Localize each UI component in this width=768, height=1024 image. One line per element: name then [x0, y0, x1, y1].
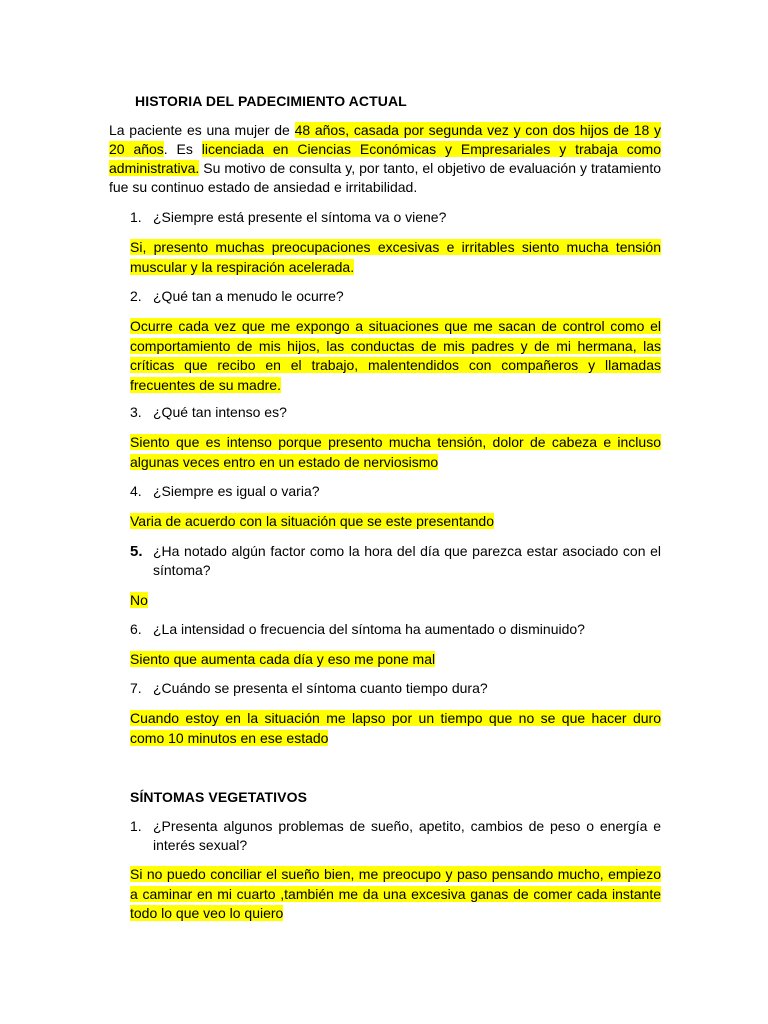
answer-5: [130, 591, 661, 611]
question-text: ¿Cuándo se presenta el síntoma cuanto tiempo dura?: [153, 680, 488, 696]
question-text: ¿Presenta algunos problemas de sueño, apetito, cambios de peso o energía e interés sexual?: [153, 818, 661, 853]
vegetative-question-1: [130, 817, 661, 855]
question-text: ¿Qué tan intenso es?: [153, 404, 287, 420]
intro-text-2: . Es: [163, 141, 202, 157]
question-number: 4.: [130, 483, 142, 499]
question-text: ¿Qué tan a menudo le ocurre?: [153, 288, 344, 304]
vegetative-answer-1: [130, 865, 661, 924]
question-2: [130, 287, 661, 306]
answer-6: [130, 650, 661, 670]
question-number: 5.: [130, 543, 143, 560]
intro-paragraph: [109, 121, 661, 197]
answer-text: Siento que es intenso porque presento mucha tensión, dolor de cabeza e incluso algunas veces entro en un estado de nerviosismo: [130, 434, 661, 470]
question-text: ¿La intensidad o frecuencia del síntoma ha aumentado o disminuido?: [153, 621, 585, 637]
question-number: 6.: [130, 621, 142, 637]
answer-text: Si, presento muchas preocupaciones excesivas e irritables siento mucha tensión muscular y la respiración acelerada.: [130, 239, 661, 275]
answer-3: [130, 433, 661, 472]
question-number: 2.: [130, 288, 142, 304]
question-6: [130, 620, 661, 639]
answer-1: [130, 238, 661, 277]
question-text: ¿Siempre está presente el síntoma va o viene?: [153, 209, 447, 225]
question-number: 1.: [130, 818, 142, 834]
answer-2: [130, 317, 661, 395]
question-text: ¿Siempre es igual o varia?: [153, 483, 320, 499]
intro-highlight-2: licenciada en Ciencias Económicas y Empresariales y trabaja como administrativa.: [109, 141, 661, 176]
question-5: [130, 542, 661, 580]
question-7: [130, 679, 661, 698]
question-1: [130, 208, 661, 227]
question-number: 7.: [130, 680, 142, 696]
intro-text-1: La paciente es una mujer de: [109, 122, 295, 138]
intro-text-3: Su motivo de consulta y, por tanto, el objetivo de evaluación y tratamiento fue su continuo estado de ansiedad e irritabilidad.: [109, 160, 661, 195]
answer-text: No: [130, 592, 148, 608]
question-number: 3.: [130, 404, 142, 420]
answer-text: Siento que aumenta cada día y eso me pone mal: [130, 651, 436, 667]
question-text: ¿Ha notado algún factor como la hora del día que parezca estar asociado con el síntoma?: [153, 543, 661, 578]
section-title-sintomas: SÍNTOMAS VEGETATIVOS: [130, 789, 308, 805]
question-number: 1.: [130, 209, 142, 225]
question-4: [130, 482, 661, 501]
answer-text: Varia de acuerdo con la situación que se este presentando: [130, 513, 494, 529]
answer-text: Si no puedo conciliar el sueño bien, me preocupo y paso pensando mucho, empiezo a caminar en mi cuarto ,también me da una excesiva ganas de comer cada instante todo lo que veo lo quiero: [130, 866, 661, 921]
answer-4: [130, 512, 661, 532]
intro-highlight-1: 48 años, casada por segunda vez y con dos hijos de 18 y 20 años: [109, 122, 661, 157]
answer-text: Cuando estoy en la situación me lapso por un tiempo que no se que hacer duro como 10 minutos en ese estado: [130, 710, 661, 746]
answer-7: [130, 709, 661, 748]
question-3: [130, 403, 661, 422]
section-title-historia: HISTORIA DEL PADECIMIENTO ACTUAL: [135, 93, 407, 109]
answer-text: Ocurre cada vez que me expongo a situaciones que me sacan de control como el comportamiento de mis hijos, las conductas de mis padres y de mi hermana, las críticas que recibo en el trabajo, malentendidos con compañeros y llamadas frecuentes de su madre.: [130, 318, 661, 393]
